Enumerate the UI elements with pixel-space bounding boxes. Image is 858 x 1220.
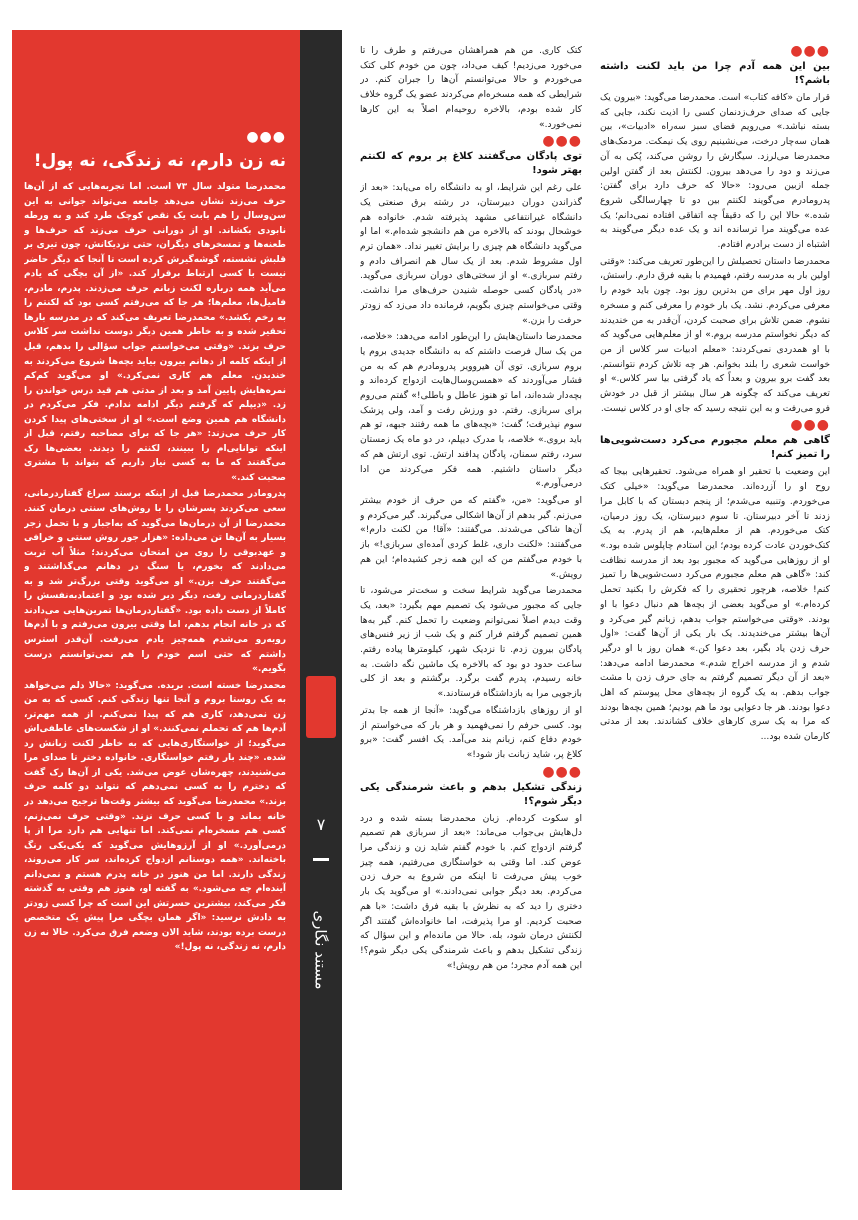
paragraph: محمدرضا داستان‌هایش را این‌طور ادامه می‌دهد: «خلاصه، من یک سال فرصت داشتم که به دانشگاه جدیدی بروم یا بروم سربازی. توی آن هیروویر پدرومادرم هم که به من فشار می‌آوردند که «همسن‌وسال‌هایت ازدواج کرده‌اند و بچه‌دار شده‌اند، اما تو هنوز عاطل و باطلی!» گفتم می‌روم برای سربازی. رفتم. دو ورزش رفت و آمد، ولی پزشک سوم نپذیرفت؛ گفت: «بچه‌های ما همه رفتند جبهه، تو هم باید بروی.» خلاصه، با مدرک دیپلم، در دو ماه یک زمستان سرد، رفتم سمنان، پادگان پدافند ارتش. توی ارتش هم که دیگر داستان داشتیم. همه فکر می‌کردند من ادا درمی‌آورم.» (360, 331, 582, 490)
paragraph: پدرومادر محمدرضا قبل از اینکه برسند سراغ گفتاردرمانی، سعی می‌کردند پسرشان را با روش‌های سنتی درمان کنند. محمدرضا از آن درمان‌ها می‌گوید که به‌اجبار و با تحمل زجر بسیار به آن‌ها تن می‌داده: «هزار جور روش سنتی و خرافی و عهدبوقی را روی من امتحان می‌کردند؛ مثلاً آب تربت می‌دادند که بخورم، یا سنگ در دهانم می‌گذاشتند و می‌گفتند حرف بزن.» او می‌گوید وقتی بزرگ‌تر شد و به گفتاردرمانی رفت، دیگر دیر شده بود و اعتمادبه‌نفسش را کاملاً از دست داده بود. «گفتاردرمان‌ها تمرین‌هایی می‌دادند که در خانه انجام بدهم، اما وقتی بیرون می‌رفتم و با آدم‌ها روبه‌رو می‌شدم همه‌چیز یادم می‌رفت. آن‌قدر استرس داشتم که حتی اسم خودم را هم نمی‌توانستم درست بگویم.» (24, 489, 286, 675)
paragraph: محمدرضا خسته است. بریده. می‌گوید: «حالا دلم می‌خواهد به یک روستا بروم و آنجا تنها زندگی کنم. کسی که به من زن نمی‌دهد، کاری هم که پیدا نمی‌کنم. از همه مهم‌تر، آدم‌ها هم که تحملم نمی‌کنند.» او از شکست‌های عاطفی‌اش می‌گوید؛ از خواستگاری‌هایی که به خاطر لکنت زبانش رد شده. «چند بار رفتم خواستگاری. خانواده دختر تا صدای مرا می‌شنیدند، چهره‌شان عوض می‌شد. یکی از آن‌ها رک گفت که دخترم را به کسی نمی‌دهم که نتواند دو کلمه حرف بزند.» محمدرضا می‌گوید که بیشتر وقت‌ها ترجیح می‌دهد در خانه بماند و با کسی حرف نزند. «وقتی حرف نمی‌زنم، کسی هم مسخره‌ام نمی‌کند. اما تنهایی هم دارد مرا از پا درمی‌آورد.» او از آرزوهایش می‌گوید که یکی‌یکی رنگ باخته‌اند. «همه دوستانم ازدواج کرده‌اند، سر کار می‌روند، زندگی دارند. اما من هنوز در خانه پدرم هستم و نمی‌دانم آینده‌ام چه می‌شود.» به گفته او، هنوز هم وقتی به گذشته فکر می‌کند، بیشترین حسرتش این است که چرا کسی زودتر به دادش نرسید: «اگر همان بچگی مرا پیش یک متخصص درست برده بودند، شاید الان وضعم فرق می‌کرد. حالا نه زن دارم، نه زندگی، نه پول!» (24, 680, 286, 953)
section-dots: ●●● (246, 130, 286, 145)
paragraph: محمدرضا داستان تحصیلش را این‌طور تعریف می‌کند: «وقتی اولین بار به مدرسه رفتم، فهمیدم با بقیه فرق دارم. راستش، روز اول مهر برای من بدترین روز بود. چون باید خودم را معرفی می‌کردم. نشد. یک بار خودم را معرفی کنم و مسخره نشوم. ضمن تلاش برای صحبت کردن، آن‌قدر به من خندیدند که دیگر نخواستم مدرسه بروم.» او از معلم‌هایی می‌گوید که با او همدردی نمی‌کردند: «معلم ادبیات سر کلاس از من خواست شعری را بلند بخوانم. هر چه تلاش کردم نتوانستم. بعد گفت برو بیرون و بعداً که یاد گرفتی بیا سر کلاس.» او تعریف می‌کند که چگونه هر سال بیشتر از قبل در خودش فرو می‌رفت و به این نتیجه رسید که جای او در کلاس نیست. (600, 255, 830, 414)
magazine-logo (306, 676, 336, 738)
paragraph: قرار مان «کافه کتاب» است. محمدرضا می‌گوید: «بیرون یک جایی که صدای حرف‌زدنمان کسی را اذیت نکند، جایی که بسته نباشد.» می‌رویم فضای سبز سه‌راه «ادبیات»، بین همان سه‌چار درخت، می‌نشینیم روی یک نیمکت. مردمک‌های محمدرضا می‌لرزد. سیگارش را روشن می‌کند، پُکی به آن می‌زند و دود را می‌دهد بیرون. لکنتش بعد از گفتن اولین جمله ازبین می‌رود: «حالا که حرف دارد برای گفتن: پدرومادرم می‌گویند لکنتم بین دو تا چهارسالگی شروع شده.» حالا این را که دقیقاً چه اتفاقی افتاده نمی‌دانم؛ یک عده می‌گویند مرا ترسانده اند و یک عده دیگر می‌گویند به اشتباه از دست برادرم افتادم. (600, 92, 830, 251)
paragraph: محمدرضا می‌گوید شرایط سخت و سخت‌تر می‌شود، تا جایی که مجبور می‌شود یک تصمیم مهم بگیرد: «بعد، یک وقت دیدم اصلاً نمی‌توانم وضعیت را تحمل کنم. گیر به‌ها همین تصمیم گرفتم فرار کنم و یک شب از زیر فنس‌های پادگان بیرون زدم. تا نزدیک شهر، کیلومترها پیاده رفتم. ساعت حدود دو بود که بالاخره یک ماشین نگه داشت. به خانه رسیدم، پدرم گفت برگرد. برگشتم و بعد از کلی بازجویی مرا به بازداشتگاه فرستادند.» (360, 585, 582, 700)
subheading: زندگی تشکیل بدهم و باعث شرمندگی یکی دیگر شوم؟! (360, 781, 582, 807)
section-dots: ●●● (790, 417, 830, 434)
left-article-column (24, 130, 286, 957)
paragraph: او از روزهای بازداشتگاه می‌گوید: «آنجا از همه جا بدتر بود. کسی حرفم را نمی‌فهمید و هر بار که می‌خواستم از خودم دفاع کنم، زبانم بند می‌آمد. یک افسر گفت: «برو کلاغ پر، شاید زبانت باز شود!» (360, 704, 582, 760)
subheading: توی پادگان می‌گفتند کلاغ پر بروم که لکنتم بهتر شود! (360, 151, 582, 177)
paragraph: او سکوت کرده‌ام. زبان محمدرضا بسته شده و درد دل‌هایش بی‌جواب می‌ماند: «بعد از سربازی هم تصمیم گرفتم ازدواج کنم. با خودم گفتم شاید زن و زندگی مرا عوض کند. اما وقتی به خواستگاری می‌رفتیم، همه چیز خوب پیش می‌رفت تا اینکه من شروع به حرف زدن می‌کردم. بعد دیگر جوابی نمی‌دادند.» او می‌گوید یک بار دختری را دید که به نظرش با بقیه فرق داشت: «با هم صحبت کردیم. او مرا پذیرفت، اما خانواده‌اش گفتند اگر لکنتش درمان شود، بله. حالا من مانده‌ام و این سؤال که زندگی تشکیل بدهم و باعث شرمندگی یکی دیگر شوم؟! این همه آدم مجرد؛ من هم رویش!» (360, 812, 582, 971)
paragraph: محمدرضا متولد سال ۷۳ است. اما تجربه‌هایی که از آن‌ها حرف می‌زند نشان می‌دهد جامعه می‌تواند جوانی به این سن‌وسال را هم بابت یک نقص کوچک طرد کند و به ورطه نابودی بکشاند. او از دورانی حرف می‌زند که حرف‌ها و طعنه‌ها و تمسخرهای دیگران، حتی نزدیکانش، چون تیری بر قلبش نشسته، گوشه‌گیرش کرده است تا آنجا که دیگر حاضر نیست با کسی ارتباط برقرار کند. «از آن بچگی که یادم می‌آید همه درباره لکنت زبانم حرف می‌زدند. پدرم، مادرم، فامیل‌ها، معلم‌ها؛ هر جا که می‌رفتم کسی بود که لکنتم را به رخم بکشد.» محمدرضا تعریف می‌کند که در مدرسه بارها تحقیر شده و به خاطر همین دیگر دوست نداشت سر کلاس حرف بزند. «وقتی می‌خواستم جواب سؤالی را بدهم، قبل از اینکه کلمه از دهانم بیرون بیاید بچه‌ها شروع می‌کردند به خندیدن. معلم هم کاری نمی‌کرد.» او می‌گوید کم‌کم نمره‌هایش پایین آمد و بعد از مدتی هم قید درس خواندن را زد. «دیپلم که گرفتم دیگر ادامه ندادم. فکر می‌کردم در دانشگاه هم همین وضع است.» او از سختی‌های پیدا کردن کار حرف می‌زند: «هر جا که برای مصاحبه رفتم، قبل از اینکه توانایی‌ام را ببینند، لکنتم را دیدند. بعضی‌ها رک می‌گفتند که ما به کسی نیاز داریم که بتواند با مشتری صحبت کند.» (24, 182, 286, 483)
section-dots: ●●● (790, 44, 830, 59)
middle-article-column (360, 44, 582, 975)
section-dots: ●●● (542, 133, 582, 150)
paragraph: علی رغم این شرایط، او به دانشگاه راه می‌یابد: «بعد از گذراندن دوران دبیرستان، در رشته برق صنعتی یک دانشگاه غیرانتفاعی مشهد پذیرفته شدم. خانواده هم خوشحال بودند که بالاخره من هم دانشجو شده‌ام.» اما او می‌گوید دانشگاه هم چیزی را برایش تغییر نداد. «همان ترم اول مشروط شدم. بعد از یک سال هم انصراف دادم و رفتم سربازی.» او از سختی‌های دوران سربازی می‌گوید. «در پادگان کسی حوصله شنیدن حرف‌های مرا نداشت. وقتی می‌خواستم چیزی بگویم، فرمانده داد می‌زد که زودتر حرفت را بزن.» (360, 182, 582, 326)
paragraph: این وضعیت با تحقیر او همراه می‌شود. تحقیرهایی بیجا که روح او را آزرده‌اند. محمدرضا می‌گوید: «خیلی کتک می‌خوردم. وتنبیه می‌شدم؛ از پنجم دبستان که با کابل مرا زدند تا آخر دبیرستان. تا سوم دبیرستان، یک روز درمیان، کتک می‌خوردم. هم از معلم‌هایم، هم از پدرم. به یک کتک‌خوردن عادت کرده بودم؛ این استادم چاپلوس شده بود.» او از روزهایی می‌گوید که مجبور بود بعد از مدرسه نظافت کند: «گاهی هم معلم مجبورم می‌کرد دست‌شویی‌ها را تمیز کنم! خلاصه، هرچور تحقیری را که فکرش را بکنید تحمل کرده‌ام.» او می‌گوید بعضی از بچه‌ها هم دنبال دعوا با او بودند. «وقتی می‌خواستم جواب بدهم، زبانم گیر می‌کرد و آن‌ها بیشتر می‌خندیدند. یک بار یکی از آن‌ها گفت: «اول حرف زدن یاد بگیر، بعد دعوا کن.» همان روز با او درگیر شدم و از مدرسه اخراج شدم.» محمدرضا ادامه می‌دهد: «بعد از آن دیگر تصمیم گرفتم به جای حرف زدن با مشت جواب بدهم. به یک گروه از بچه‌های محل پیوستم که اهل دعوا بودند. هر جا دعوایی بود ما هم بودیم؛ همین بچه‌ها بودند که مرا به یک سری کارهای خلاف کشاندند. بعد از مدتی کارمان شده بود... (600, 466, 830, 743)
article-title: نه زن دارم، نه زندگی، نه پول! (33, 151, 286, 171)
subheading: گاهی هم معلم مجبورم می‌کرد دست‌شویی‌ها را تمیز کنم! (600, 435, 830, 461)
paragraph: او می‌گوید: «من، «گفتم که من حرف از خودم بیشتر می‌زنم. گیر بدهم از آن‌ها اشکالی می‌گیرند. گیر می‌کردم و آن‌ها شاکی می‌شدند. می‌گفتند: «آقا! من لکنت دارم!» می‌گفتند: «لکنت داری، غلط کردی آمده‌ای سربازی!» باز با خودم می‌گفتم من که این همه زجر کشیده‌ام؛ این هم رویش.» (360, 494, 582, 580)
paragraph: کتک کاری. من هم همراهشان می‌رفتم و طرف را تا می‌خورد می‌زدیم! کیف می‌داد، چون من خودم کلی کتک می‌خوردم و حالا می‌توانستم آن‌ها را جبران کنم. در شرایطی که همه مسخره‌ام می‌کردند عضو یک گروه خلاف کار شده بودم، بالاخره روحیه‌ام اصلاً به این کارها نمی‌خورد.» (360, 45, 582, 130)
section-label: مستند نگاری (312, 910, 330, 990)
right-article-column (600, 44, 830, 747)
subheading: بین این همه آدم چرا من باید لکنت داشته باشم؟! (600, 61, 830, 86)
page-number: ۷ (316, 815, 326, 834)
section-dots: ●●● (542, 763, 582, 780)
section-label-wrapper (300, 820, 342, 1080)
